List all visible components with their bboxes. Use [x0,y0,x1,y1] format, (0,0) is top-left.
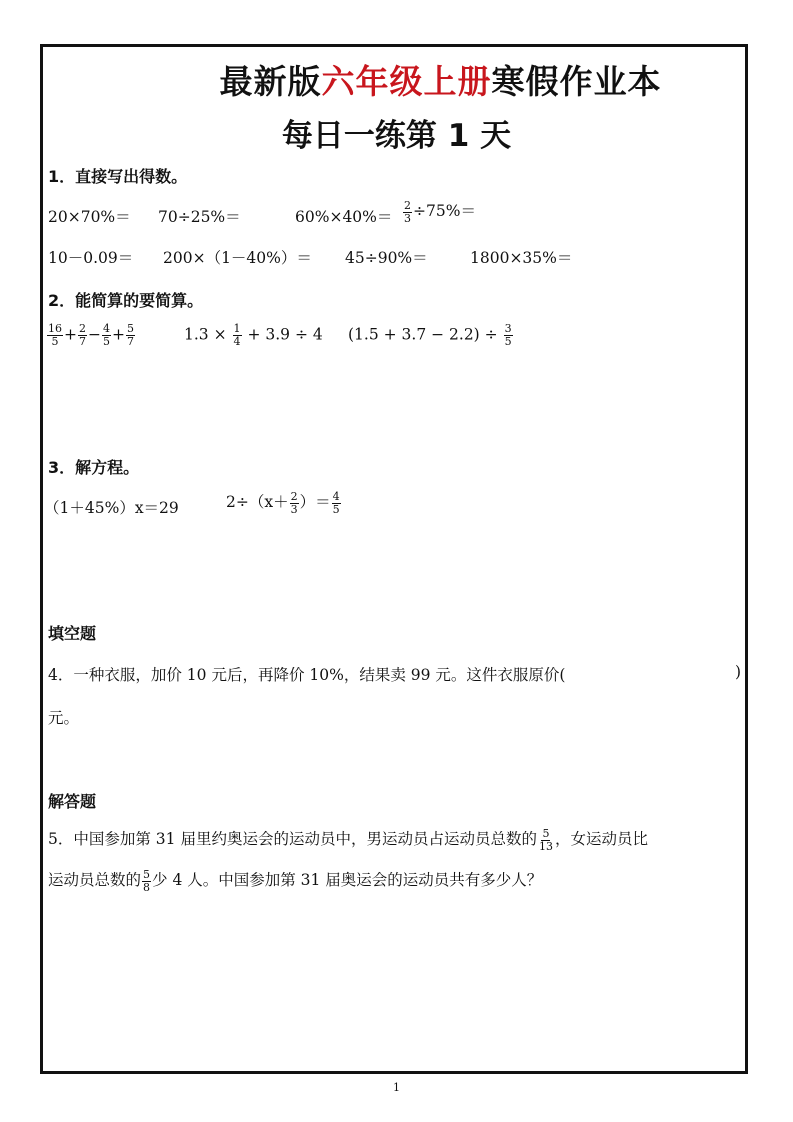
calc-item: 45÷90%＝ [345,249,428,267]
title-prefix: 最新版 [219,62,322,101]
calc-item: 60%×40%＝ [295,208,393,226]
section3-heading: 3．解方程。 [48,458,140,477]
fraction: $\frac{2}{3}$ [404,198,411,225]
question-5-line1: 5．中国参加第 31 届里约奥运会的运动员中，男运动员占运动员总数的 $\frac{5}{13}$ ，女运动员比 [48,826,648,853]
fraction: $\frac{2}{3}$ [290,489,298,516]
calc-item: 200×（1－40%）＝ [163,249,312,267]
expression-2: 1.3 × $\frac{1}{4}$ + 3.9 ÷ 4 [184,322,323,348]
answer-blank-close: ) [735,663,742,681]
expression-1: $\frac{16}{5}$ + $\frac{2}{7}$ − $\frac{4}{5}$ + $\frac{5}{7}$ [48,322,134,348]
title-suffix: 寒假作业本 [491,62,662,101]
question-5-line2: 运动员总数的 $\frac{5}{8}$ 少 4 人。中国参加第 31 届奥运会的运动员共有多少人？ [48,867,543,894]
fraction: $\frac{5}{7}$ [127,322,134,348]
page-border [40,44,748,1074]
calc-item: 70÷25%＝ [158,208,241,226]
calc-item: 10－0.09＝ [48,249,134,267]
question-4-line2: 元。 [48,709,80,727]
calc-item: $\frac{2}{3}$ ÷75%＝ [404,198,476,225]
section4-heading: 填空题 [48,624,97,643]
fraction: $\frac{4}{5}$ [332,489,340,516]
fraction: $\frac{2}{7}$ [79,322,86,348]
section2-heading: 2．能简算的要简算。 [48,291,204,310]
fraction: $\frac{3}{5}$ [504,322,512,348]
fraction: $\frac{4}{5}$ [103,322,110,348]
equation-2: 2÷（x＋ $\frac{2}{3}$ ）＝ $\frac{4}{5}$ [226,489,340,516]
fraction: $\frac{5}{8}$ [143,867,151,894]
expression-3: (1.5 + 3.7 − 2.2) ÷ $\frac{3}{5}$ [348,322,512,348]
section1-heading: 1．直接写出得数。 [48,167,188,186]
calc-item: 1800×35%＝ [470,249,573,267]
fraction: $\frac{5}{13}$ [538,826,553,853]
calc-item: 20×70%＝ [48,208,131,226]
title-highlight: 六年级上册 [321,62,492,101]
page-subtitle: 每日一练第 1 天 [281,118,512,154]
section5-heading: 解答题 [48,792,97,811]
page-title [0,56,793,103]
equation-1: （1＋45%）x＝29 [44,499,179,517]
fraction: $\frac{1}{4}$ [233,322,241,348]
fraction: $\frac{16}{5}$ [48,322,62,348]
question-4-line1: 4．一种衣服，加价 10 元后，再降价 10%，结果卖 99 元。这件衣服原价( [48,666,566,684]
page-number: 1 [393,1081,400,1094]
